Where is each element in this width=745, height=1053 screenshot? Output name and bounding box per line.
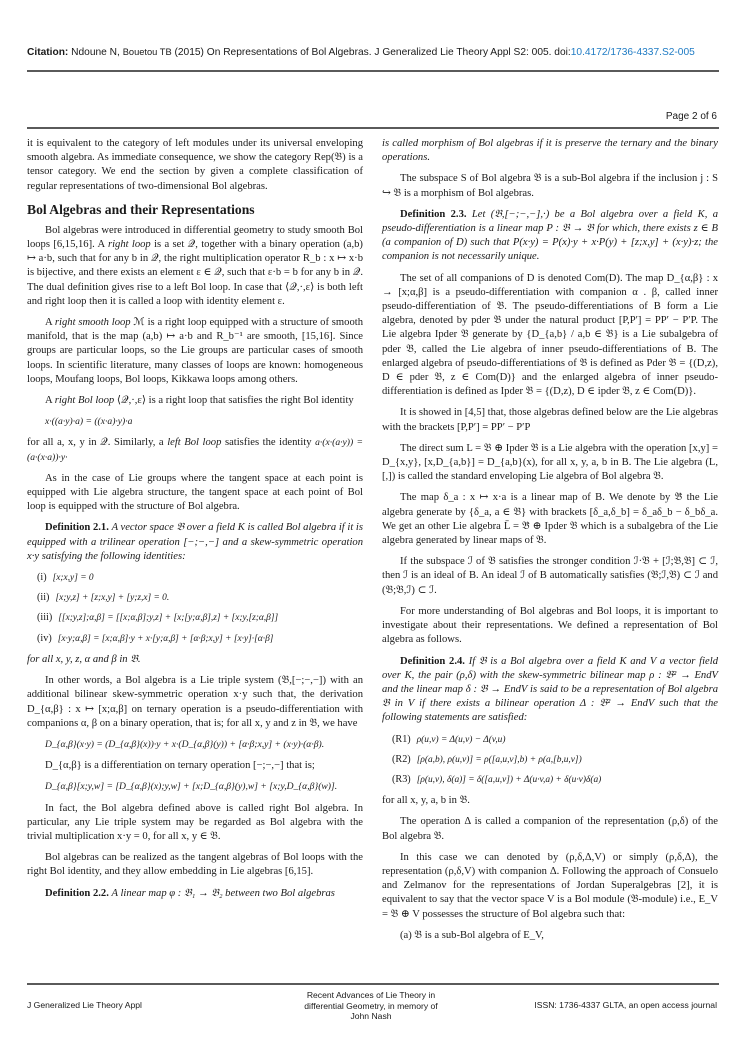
ternary-equation: D_{α,β}[x;y,w] = [D_{α,β}(x);y,w] + [x;D_{α,β}(y),w] + [x;y,D_{α,β}(w)]. — [45, 781, 338, 793]
definition-2-4-label: Definition 2.4. — [400, 655, 465, 667]
list-item — [37, 591, 363, 605]
identities-scope — [27, 653, 363, 667]
ideal-paragraph: If the subspace ℐ of 𝔅 satisfies the stronger condition ℐ·𝔅 + [ℐ;𝔅,𝔅] ⊂ ℐ, then ℐ is an ideal of B. An ideal ℐ of B automatically satisfies (𝔅;ℐ,𝔅) ⊂ ℐ and (𝔅;𝔅,ℐ) ⊂ ℐ. — [382, 556, 718, 596]
right-column — [382, 137, 718, 950]
relation-label: (R2) — [392, 753, 411, 765]
footer-journal: J Generalized Lie Theory Appl — [27, 1000, 142, 1010]
footer-divider — [27, 983, 719, 985]
page-number: Page 2 of 6 — [665, 111, 717, 122]
header-divider — [27, 70, 719, 72]
citation-text: (2015) On Representations of Bol Algebras. J Generalized Lie Theory Appl S2: 005. doi: — [174, 47, 571, 58]
list-item — [37, 571, 363, 585]
definition-2-3-text: Let (𝔅,[−;−,−],·) be a Bol algebra over a field K, a pseudo-differentiation is a linear map P : 𝔅 → 𝔅 for which, there exists z ∈ B (a companion of D) such that P(x·y) = P(x)·y + x·P(y) + [z;x,y] + (x·y)·z; the companion is not necessarily unique. — [382, 208, 719, 263]
smooth-loop-b: ℳ is a right loop equipped with a structure of smooth manifold, that is the map (a,b) ↦ a·b and R_b⁻¹ are smooth, [15,16]. Since groups are particular loops, so the Lie groups are particular cases of smooth loops. In scientific literature, many classes of loops are known: homogeneous loops, Moufang loops, Bol loops, Kikkawa loops among others. — [27, 317, 364, 385]
relation-formula: [ρ(u,v), δ(a)] = δ([a,u,v]) + Δ(u·v,a) + δ(u·v)δ(a) — [416, 774, 602, 785]
term-right-smooth-loop: right smooth loop — [54, 317, 131, 329]
definition-2-2-text: A linear map φ : 𝔅₁ → 𝔅₂ between two Bol algebras — [111, 887, 335, 899]
identity-formula: [[x;y,z];α,β] = [[x;α,β];y,z] + [x;[y;α,β],z] + [x;y,[z;α,β]] — [58, 613, 279, 624]
identities-scope-text: for all x, y, z, α and β in 𝔅. — [27, 653, 141, 665]
footer-issue-line-2: differential Geometry, in memory of — [304, 1000, 438, 1011]
definition-2-4 — [382, 655, 718, 726]
condition-a: (a) 𝔅 is a sub-Bol algebra of E_V, — [400, 929, 544, 941]
identity-formula: [x·y;α,β] = [x;α,β]·y + x·[y;α,β] + [α·β;x,y] + [x·y]·[α·β] — [57, 633, 274, 644]
companion-paragraph: The operation Δ is called a companion of the representation (ρ,δ) of the Bol algebra 𝔅. — [382, 816, 718, 842]
term-left-bol-loop: left Bol loop — [167, 437, 222, 449]
definition-2-3 — [382, 208, 718, 265]
relation-label: (R1) — [392, 733, 411, 745]
list-item — [37, 632, 363, 646]
citation-authors-b: Bouetou TB — [122, 47, 172, 57]
morphism-paragraph — [382, 137, 718, 165]
identity-formula: [x;y,z] + [z;x,y] + [y;z,x] = 0. — [55, 593, 170, 604]
left-intro-paragraph: it is equivalent to the category of left modules under its universal enveloping smooth algebra. As immediate consequence, we show the category Rep(𝔅) is a tensor category. We end the section by given a complete classification of regular representations of two-dimensional Bol algebras. — [27, 138, 363, 192]
bol-intro-b: is a set 𝒬, together with a binary operation (a,b) ↦ a·b, such that for any b in 𝒬, the right multiplication operator R_b : x ↦ x·b is bijective, and there exists an element ε ∈ 𝒬, such that ε·b = b for any b in 𝒬. The dual definition gives rise to a left Bol loop. In case that ⟨𝒬,·,ε⟩ is both left and right loop then it is called a loop with identity element ε. — [27, 239, 363, 307]
citation-authors-a: Ndoune N, — [71, 47, 120, 58]
companions-paragraph: The set of all companions of D is denoted Com(D). The map D_{α,β} : x → [x;α,β] is a pseudo-differentiation with companion α . β, called inner pseudo-differentiation of 𝔅. The pseudo-differentiations of B form a Lie algebra, denoted by pder 𝔅 under the natural product [P,P′] = PP′ − P′P. The Lie algebra Ipder 𝔅 generate by {D_{a,b} / a,b ∈ 𝔅} is a Lie subalgebra of pder 𝔅, called the Lie algebra of inner pseudo-differentiations of B. The enlarged algebra of pseudo-differentiations of 𝔅 is defined as Pder 𝔅 = {(D,z), D ∈ pder 𝔅, z ∈ Com(D)} and the enlarged algebra of inner pseudo-differentiation is defined as Ipder 𝔅 = {(D,z), D ∈ ipder 𝔅, z ∈ Com(D)}. — [382, 272, 718, 398]
left-bol-paragraph — [27, 436, 363, 464]
list-item — [392, 773, 718, 787]
definition-2-1 — [27, 521, 363, 564]
list-item — [37, 611, 363, 625]
relation-list — [382, 733, 718, 788]
right-bol-identity: x·((a·y)·a) = ((x·a)·y)·a — [45, 416, 133, 428]
bol-loop-paragraph — [27, 394, 363, 408]
relation-formula: ρ(u,v) = Δ(u,v) − Δ(v,u) — [416, 734, 506, 745]
brackets-paragraph: It is showed in [4,5] that, those algebras defined below are the Lie algebras with the brackets [P,P′] = PP′ − P′P — [382, 407, 718, 433]
term-right-bol-loop: right Bol loop — [54, 395, 115, 407]
morphism-text: is called morphism of Bol algebras if it is preserve the ternary and the binary operations. — [382, 138, 718, 164]
identity-list — [27, 571, 363, 646]
left-bol-b: satisfies the identity — [224, 437, 312, 449]
definition-2-3-label: Definition 2.3. — [400, 208, 467, 220]
bol-module-paragraph: In this case we can denoted by (ρ,δ,Δ,V) or simply (ρ,δ,Δ), the representation (ρ,δ,V) with companion Δ. Following the approach of Consuelo and Zelmanov for the representations of Jordan Superalgebras [2], it is equivalent to say that the vector space V is a Bol module (𝔅-module) i.e., E_V = 𝔅 ⊕ V possesses the structure of Bol algebra such that: — [382, 851, 718, 920]
definition-2-4-text: If 𝔅 is a Bol algebra over a field K and V a vector field over K, the pair (ρ,δ) with the skew-symmetric bilinear map ρ : 𝔅² → EndV and the linear map δ : 𝔅 → EndV is said to be a representation of Bol algebra 𝔅 in V if there exists a bilinear operation Δ : 𝔅² → EndV such that the following statements are satisfied: — [382, 655, 718, 724]
identity-label: (i) — [37, 572, 47, 584]
subalgebra-paragraph: The subspace S of Bol algebra 𝔅 is a sub-Bol algebra if the inclusion j : S ↪ 𝔅 is a morphism of Bol algebras. — [382, 173, 718, 199]
derivation-equation: D_{α,β}(x·y) = (D_{α,β}(x))·y + x·(D_{α,β}(y)) + [α·β;x,y] + (x·y)·(α·β). — [45, 738, 325, 750]
footer-issue-line-1: Recent Advances of Lie Theory in — [306, 990, 436, 1000]
identity-label: (ii) — [37, 592, 50, 604]
definition-2-2 — [27, 887, 363, 901]
bol-intro-a: Bol algebras were introduced in differential geometry to study smooth Bol loops [6,15,16]. A — [27, 224, 363, 251]
bol-loop-b: ⟨𝒬,·,ε⟩ is a right loop that satisfies the right Bol identity — [116, 395, 354, 407]
citation-label: Citation: — [27, 47, 69, 58]
identity-label: (iv) — [37, 632, 52, 644]
lie-groups-paragraph: As in the case of Lie groups where the tangent space at each point is equipped with Lie algebra structure, the tangent space at each point of Bol loop is equipped with the structure of Bol algebra. — [27, 472, 363, 513]
linear-map-paragraph: The map δ_a : x ↦ x·a is a linear map of B. We denote by 𝔅̄ the Lie algebra generate by {δ_a, a ∈ 𝔅} with brackets [δ_a,δ_b] = δ_aδ_b − δ_bδ_a. We get an other Lie algebra L̄ = 𝔅̄ ⊕ Ipder 𝔅 which is a subalgebra of the Lie algebra generated by linear maps of 𝔅. — [382, 492, 718, 547]
smooth-loop-paragraph — [27, 316, 363, 387]
definition-2-1-label: Definition 2.1. — [45, 522, 109, 534]
right-bol-algebra-paragraph: In fact, the Bol algebra defined above is called right Bol algebra. In particular, any Lie triple system may be regarded as Bol algebra with the trivial multiplication x·y = 0, for all x, y ∈ 𝔅. — [27, 802, 363, 842]
left-bol-identity: a·(x·(a·y)) = (a·(x·a))·y· — [27, 437, 363, 463]
definition-2-2-label: Definition 2.2. — [45, 887, 109, 899]
list-item — [392, 733, 718, 747]
footer-issn: ISSN: 1736-4337 GLTA, an open access journal — [534, 1000, 717, 1010]
lie-triple-paragraph: In other words, a Bol algebra is a Lie triple system (𝔅,[−;−,−]) with an additional bilinear skew-symmetric operation x·y such that, the derivation D_{α,β} : x ↦ [x;α,β] on ternary operation is a pseudo-differentiation with companions α, β on a binary operation, that is; for all x, y and z in 𝔅, we have — [27, 675, 363, 729]
direct-sum-paragraph: The direct sum L = 𝔅 ⊕ Ipder 𝔅 is a Lie algebra with the operation [x,y] = D_{x,y}, [x,D_{a,b}] = D_{a,b}(x), for all x, y, a, b in B. The Lie algebra (L,[,]) is called the standard enveloping Lie algebra of Bol algebra 𝔅. — [382, 442, 718, 483]
term-right-loop: right loop — [107, 239, 151, 251]
ternary-paragraph: D_{α,β} is a differentiation on ternary operation [−;−,−] that is; — [45, 760, 315, 772]
page-number-divider — [27, 127, 719, 129]
list-item — [392, 753, 718, 767]
left-bol-a: for all a, x, y in 𝒬. Similarly, a — [27, 437, 164, 449]
tangent-algebra-paragraph: Bol algebras can be realized as the tangent algebras of Bol loops with the right Bol identity, and they allow embedding in Lie algebras [6,15]. — [27, 852, 363, 878]
relation-label: (R3) — [392, 773, 411, 785]
definition-2-1-text: A vector space 𝔅 over a field K is called Bol algebra if it is equipped with a trilinear operation [−;−,−] and a skew-symmetric operation x·y satisfying the following identities: — [27, 522, 364, 562]
footer-issue — [281, 990, 461, 1022]
identity-label: (iii) — [37, 612, 53, 624]
identity-formula: [x;x,y] = 0 — [52, 573, 94, 584]
doi-link[interactable]: 10.4172/1736-4337.S2-005 — [570, 47, 695, 58]
representations-intro-paragraph: For more understanding of Bol algebras and Bol loops, it is important to investigate about their representations. We defined a representation of Bol algebra as follows. — [382, 605, 718, 646]
bol-intro-paragraph — [27, 224, 363, 309]
smooth-loop-a: A — [45, 317, 53, 329]
section-heading: Bol Algebras and their Representations — [27, 201, 255, 217]
relation-formula: [ρ(a,b), ρ(u,v)] = ρ([a,u,v],b) + ρ(a,[b,u,v]) — [416, 754, 582, 765]
footer-issue-line-3: John Nash — [350, 1011, 392, 1022]
bol-loop-a: A — [45, 395, 53, 407]
relations-scope: for all x, y, a, b in 𝔅. — [382, 795, 470, 807]
citation-line — [27, 47, 727, 58]
left-column — [27, 137, 363, 908]
